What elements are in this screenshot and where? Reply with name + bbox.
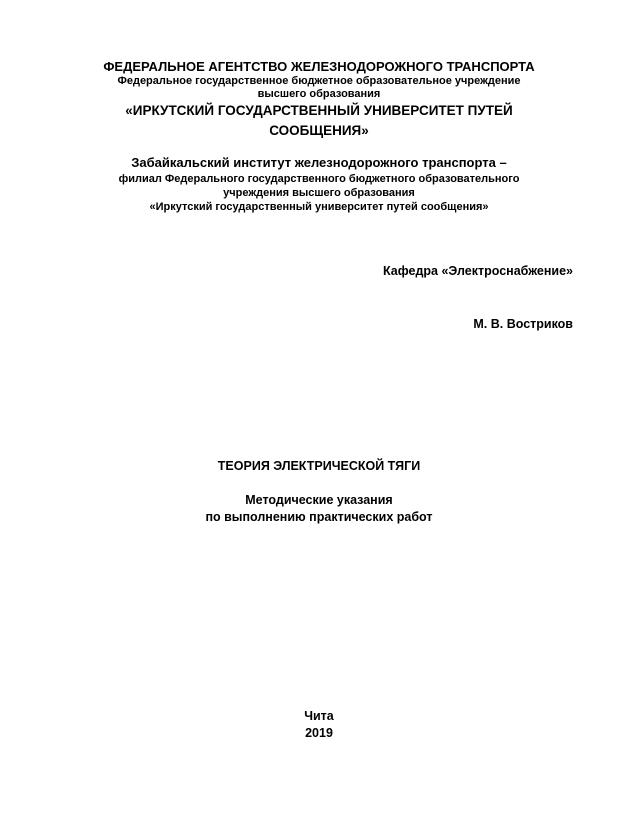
publication-city: Чита bbox=[304, 709, 334, 723]
university-name-line1: «ИРКУТСКИЙ ГОСУДАРСТВЕННЫЙ УНИВЕРСИТЕТ ПУТЕЙ bbox=[125, 103, 513, 118]
agency-name: ФЕДЕРАЛЬНОЕ АГЕНТСТВО ЖЕЛЕЗНОДОРОЖНОГО ТРАНСПОРТА bbox=[103, 59, 535, 74]
subtitle-line1: Методические указания bbox=[245, 493, 393, 507]
institute-header bbox=[40, 154, 598, 214]
university-name-line2: СООБЩЕНИЯ» bbox=[269, 123, 369, 138]
subtitle-line2: по выполнению практических работ bbox=[205, 510, 433, 524]
publication-info bbox=[40, 708, 598, 742]
education-level: высшего образования bbox=[257, 88, 381, 100]
institute-description-line1: филиал Федерального государственного бюджетного образовательного bbox=[118, 173, 520, 185]
institute-description-line2: учреждения высшего образования bbox=[223, 187, 415, 199]
department-name: Кафедра «Электроснабжение» bbox=[383, 264, 573, 278]
document-subtitle bbox=[40, 492, 598, 526]
author-name: М. В. Востриков bbox=[473, 317, 573, 331]
document-title: ТЕОРИЯ ЭЛЕКТРИЧЕСКОЙ ТЯГИ bbox=[217, 459, 421, 473]
publication-year: 2019 bbox=[305, 726, 333, 740]
agency-header bbox=[40, 58, 598, 141]
institution-type: Федеральное государственное бюджетное образовательное учреждение bbox=[117, 75, 521, 87]
institute-name: Забайкальский институт железнодорожного транспорта – bbox=[131, 155, 507, 170]
institute-description-line3: «Иркутский государственный университет путей сообщения» bbox=[149, 201, 489, 213]
